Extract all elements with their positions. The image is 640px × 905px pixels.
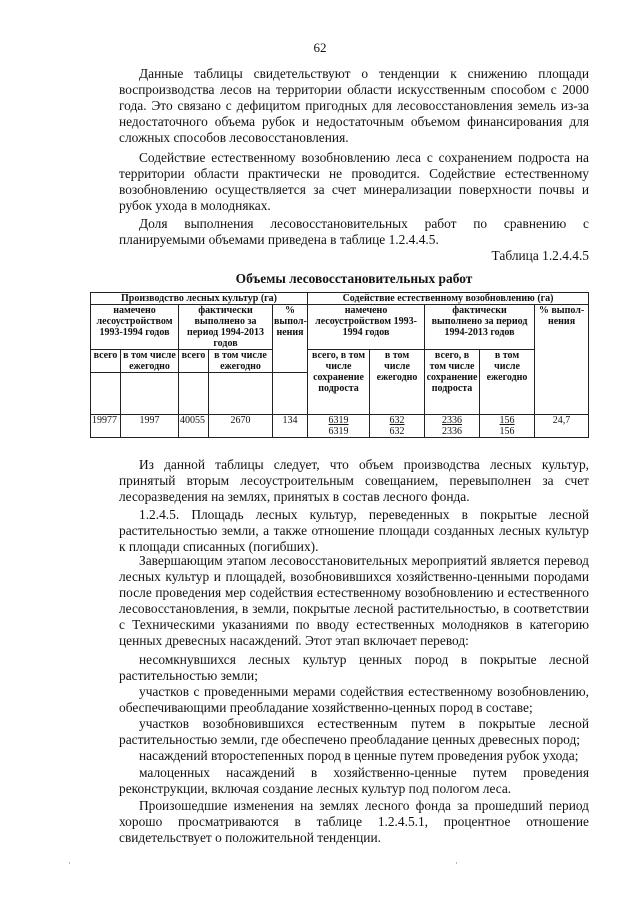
header-actual-2: фактически выполнено за период 1994-2013 годов	[425, 305, 535, 350]
header-percent-1: % выпол-нения	[273, 305, 308, 373]
reforestation-volume-table	[90, 292, 589, 438]
list-item-4: насаждений второстепенных пород в ценные путем проведения рубок ухода;	[139, 748, 579, 763]
cell-actual-annual: 2670	[209, 415, 273, 438]
cell-value: 632	[389, 426, 405, 437]
header-actual-1: фактически выполнено за период 1994-2013 годов	[179, 305, 273, 350]
cell-value: 2336	[442, 426, 463, 437]
cell-percent-2: 24,7	[535, 415, 589, 438]
header-natural-regeneration: Содействие естественному возобновлению (га)	[308, 293, 589, 305]
paragraph-2: Содействие естественному возобновлению леса с сохранением подроста на территории области практически не проводится. Содействие естественному возобновлению осуществляется за счет минерализации поверхности почвы и рубок ухода в молодняках.	[119, 150, 589, 214]
cell-actual-natural-annual	[480, 415, 535, 438]
scan-mark: ·	[455, 858, 458, 868]
header-total-preserve-2: всего, в том числе сохранение подроста	[425, 350, 480, 415]
header-total-1: всего	[91, 350, 121, 373]
header-total-preserve-1: всего, в том числе сохранение подроста	[308, 350, 370, 415]
paragraph-5: 1.2.4.5. Площадь лесных культур, переведенных в покрытые лесной растительностью земли, а также отношение площади созданных лесных культур к площади списанных (погибших).	[119, 507, 589, 555]
cell-value: 2336	[442, 415, 463, 426]
paragraph-7: Произошедшие изменения на землях лесного фонда за прошедший период хорошо просматриваются в таблице 1.2.4.5.1, процентное отношение свидетельствует о положительной тенденции.	[119, 798, 589, 846]
cell-actual-natural	[425, 415, 480, 438]
paragraph-6: Завершающим этапом лесовосстановительных мероприятий является перевод лесных культур и площадей, возобновившихся хозяйственно-ценными породами после проведения мер содействия естественному возобновлению и естественного лесовосстановления, в земли, покрытые лесной растительностью, в соответствии с Техническими указаниями по вводу естественных молодняков в категорию ценных древесных насаждений. Этот этап включает перевод:	[119, 553, 589, 649]
cell-planned-total: 19977	[91, 415, 121, 438]
header-annual-2: в том числе ежегодно	[209, 350, 273, 373]
cell-value: 6319	[328, 426, 349, 437]
table-row	[91, 415, 589, 438]
list-item-3: участков возобновившихся естественным путем в покрытые лесной растительностью земли, где обеспечено преобладание ценных древесных пород;	[119, 716, 589, 748]
header-annual-4: в том числе ежегодно	[480, 350, 535, 415]
header-annual-1: в том числе ежегодно	[121, 350, 179, 373]
cell-planned-annual: 1997	[121, 415, 179, 438]
page-number: 62	[313, 40, 327, 55]
cell-value: 6319	[328, 415, 349, 426]
cell-value: 156	[499, 426, 515, 437]
paragraph-4: Из данной таблицы следует, что объем производства лесных культур, принятый вторым лесоустроительным совещанием, перевыполнен за счет лесоразведения на землях, принятых в состав лесного фонда.	[119, 457, 589, 505]
header-planned-2: намечено лесоустройством 1993-1994 годов	[308, 305, 425, 350]
list-item-2: участков с проведенными мерами содействия естественному возобновлению, обеспечивающими преобладание хозяйственно-ценных пород в составе;	[119, 684, 589, 716]
list-item-1: несомкнувшихся лесных культур ценных пород в покрытые лесной растительностью земли;	[119, 652, 589, 684]
paragraph-3: Доля выполнения лесовосстановительных работ по сравнению с планируемыми объемами приведена в таблице 1.2.4.4.5.	[119, 216, 589, 248]
header-planned-1: намечено лесоустройством 1993-1994 годов	[91, 305, 179, 350]
cell-planned-natural	[308, 415, 370, 438]
header-forest-crops: Производство лесных культур (га)	[91, 293, 308, 305]
cell-value: 156	[499, 415, 515, 426]
table-caption: Таблица 1.2.4.4.5	[491, 248, 589, 263]
cell-percent-1: 134	[273, 415, 308, 438]
table-title: Объемы лесовосстановительных работ	[235, 271, 473, 286]
scan-mark: ·	[68, 858, 71, 868]
header-percent-2: % выпол-нения	[535, 305, 589, 415]
header-annual-3: в том числе ежегодно	[370, 350, 425, 415]
paragraph-1: Данные таблицы свидетельствуют о тенденции к снижению площади воспроизводства лесов на территории области искусственным способом с 2000 года. Это связано с дефицитом пригодных для лесовосстановления земель из-за недостаточного объема рубок и недостаточным объемом финансирования для сложных способов лесовосстановления.	[119, 66, 589, 146]
cell-actual-total: 40055	[179, 415, 209, 438]
cell-value: 632	[389, 415, 405, 426]
header-total-2: всего	[179, 350, 209, 373]
list-item-5: малоценных насаждений в хозяйственно-ценные путем проведения реконструкции, включая создание лесных культур под пологом леса.	[119, 765, 589, 797]
cell-planned-natural-annual	[370, 415, 425, 438]
